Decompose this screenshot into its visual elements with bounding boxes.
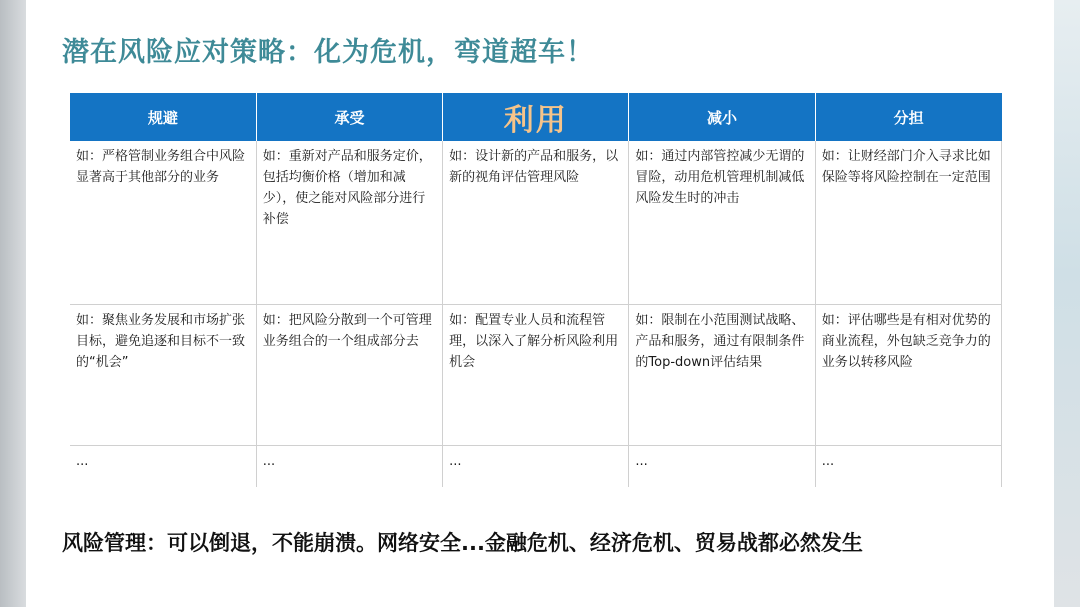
table-cell: ... [256,446,442,488]
table-cell: 如：通过内部管控减少无谓的冒险，动用危机管理机制减低风险发生时的冲击 [629,141,815,305]
table-cell: 如：设计新的产品和服务，以新的视角评估管理风险 [443,141,629,305]
table-row [70,446,1002,488]
header-avoid: 规避 [70,93,256,141]
header-row [70,93,1002,141]
header-accept: 承受 [256,93,442,141]
table-cell: 如：把风险分散到一个可管理业务组合的一个组成部分去 [256,305,442,446]
table-cell: 如：限制在小范围测试战略、产品和服务，通过有限制条件的Top-down评估结果 [629,305,815,446]
table-cell: 如：让财经部门介入寻求比如保险等将风险控制在一定范围 [815,141,1001,305]
header-exploit: 利用 [443,93,629,141]
table-row [70,305,1002,446]
table-cell: ... [70,446,256,488]
strategy-table [70,93,1002,487]
header-share: 分担 [815,93,1001,141]
table-cell: 如：配置专业人员和流程管理，以深入了解分析风险利用机会 [443,305,629,446]
right-backdrop [1054,0,1080,607]
table-cell: 如：严格管制业务组合中风险显著高于其他部分的业务 [70,141,256,305]
table-cell: ... [815,446,1001,488]
header-reduce: 减小 [629,93,815,141]
left-backdrop [0,0,26,607]
table-row [70,141,1002,305]
table-cell: 如：聚焦业务发展和市场扩张目标，避免追逐和目标不一致的“机会” [70,305,256,446]
slide-footer: 风险管理：可以倒退，不能崩溃。网络安全...金融危机、经济危机、贸易战都必然发生 [62,531,863,555]
slide [26,0,1054,607]
table-cell: 如：评估哪些是有相对优势的商业流程，外包缺乏竞争力的业务以转移风险 [815,305,1001,446]
slide-title: 潜在风险应对策略：化为危机，弯道超车！ [62,37,594,68]
table-cell: 如：重新对产品和服务定价，包括均衡价格（增加和减少），使之能对风险部分进行补偿 [256,141,442,305]
table-cell: ... [629,446,815,488]
table-cell: ... [443,446,629,488]
